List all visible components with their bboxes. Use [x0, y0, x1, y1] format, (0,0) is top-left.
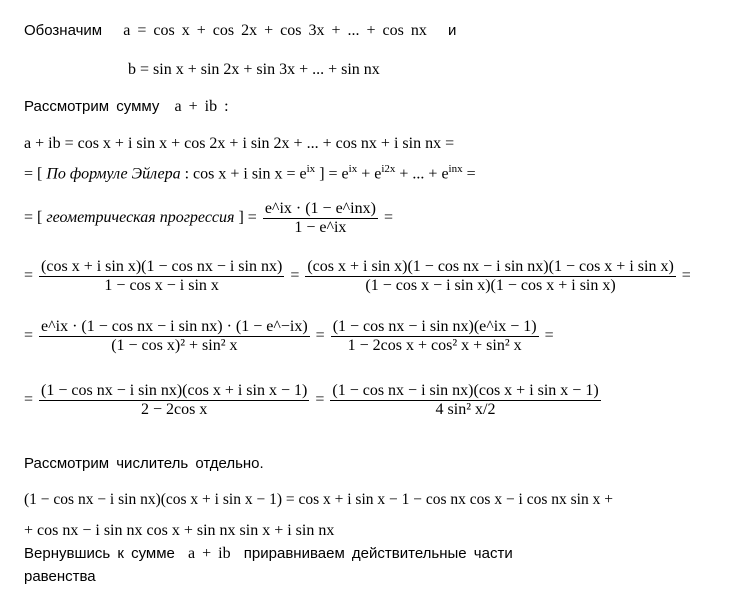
notation-and: и	[448, 22, 457, 39]
line-consider-sum	[24, 98, 229, 116]
euler-tail-sup: ix	[348, 163, 358, 175]
line-notation	[24, 22, 456, 40]
step1-b-denominator: (1 − cos x − i sin x)(1 − cos x + i sin x)	[365, 277, 616, 294]
returning-expr: a + ib	[188, 545, 231, 562]
step2-fraction-a	[39, 318, 310, 355]
formula-step-3: = $\frac{\text{(1 − cos nx − i sin nx)(cos x + i sin x − 1)}}{\text{2 − 2cos x}}$ = $\frac{\text{(1 − cos nx − i sin nx)(cos x + i sin x − 1)}}{\text{4 sin² x/2}}$	[24, 382, 599, 418]
step1-b-numerator: (cos x + i sin x)(1 − cos nx − i sin nx)(1 − cos x + i sin x)	[307, 258, 674, 275]
formula-euler	[24, 163, 476, 183]
step2-a-numerator: e^ix · (1 − cos nx − i sin nx) · (1 − e^−ix)	[41, 318, 308, 335]
euler-tail2-sup: i2x	[381, 163, 396, 175]
geo-fraction	[263, 200, 378, 237]
euler-tail2: + e	[361, 165, 382, 183]
geo-numerator: e^ix · (1 − e^inx)	[264, 200, 376, 217]
consider-lead: Рассмотрим сумму	[24, 98, 160, 115]
line-equalities: равенства	[24, 568, 96, 585]
step2-b-denominator: 1 − 2cos x + cos² x + sin² x	[347, 337, 522, 354]
step3-b-denominator: 4 sin² x/2	[435, 401, 496, 418]
euler-tail: ] = e	[319, 165, 349, 183]
geo-close: ] =	[238, 209, 257, 227]
euler-eq: : cos x + i sin x = e	[184, 165, 307, 183]
step3-fraction-a	[39, 382, 309, 419]
formula-numerator-expansion: (1 − cos nx − i sin nx)(cos x + i sin x − 1) = cos x + i sin x − 1 − cos nx cos x − i cos nx sin x +	[24, 491, 613, 508]
step3-b-numerator: (1 − cos nx − i sin nx)(cos x + i sin x − 1)	[332, 382, 599, 399]
notation-lead: Обозначим	[24, 22, 103, 39]
step2-fraction-b	[331, 318, 539, 355]
geo-denominator: 1 − e^ix	[294, 219, 347, 236]
step1-a-numerator: (cos x + i sin x)(1 − cos nx − i sin nx)	[41, 258, 283, 275]
euler-tail3: + ... + e	[399, 165, 449, 183]
formula-sum-expansion: a + ib = cos x + i sin x + cos 2x + i sin 2x + ... + cos nx + i sin nx =	[24, 135, 455, 152]
step2-a-denominator: (1 − cos x)² + sin² x	[111, 337, 238, 354]
formula-step-1: = $\frac{\text{(cos x + i sin x)(1 − cos nx − i sin nx)}}{\text{1 − cos x − i sin x}}$ = (cos x + i sin x)(1 − cos nx − i sin nx)(1 − cos x + i sin x) (1 − cos x − i sin x)(1 − cos x + i sin x) =	[24, 258, 691, 294]
step3-a-numerator: (1 − cos nx − i sin nx)(cos x + i sin x − 1)	[41, 382, 308, 399]
step1-fraction-a	[39, 258, 284, 295]
euler-sup: ix	[306, 163, 316, 175]
euler-lead: = [	[24, 165, 43, 183]
returning-lead: Вернувшись к сумме	[24, 545, 175, 562]
geo-lead: = [	[24, 209, 43, 227]
formula-a: a = cos x + cos 2x + cos 3x + ... + cos nx	[123, 22, 427, 39]
euler-end: =	[466, 165, 476, 183]
line-numerator-separately: Рассмотрим числитель отдельно.	[24, 455, 264, 472]
line-returning	[24, 545, 513, 563]
sum-expr: a + ib :	[174, 98, 229, 115]
returning-tail: приравниваем действительные части	[243, 545, 513, 562]
step3-a-denominator: 2 − 2cos x	[141, 401, 208, 418]
euler-tail3-sup: inx	[448, 163, 463, 175]
formula-geometric	[24, 200, 393, 237]
geo-end: =	[383, 209, 393, 227]
step1-fraction-b	[305, 258, 675, 295]
formula-numerator-continued: + cos nx − i sin nx cos x + sin nx sin x + i sin nx	[24, 522, 335, 539]
formula-step-2: = $\frac{\text{e\textasciicircum{}ix · (1 − cos nx − i sin nx) · (1 − e\textasciicircum{}−ix)}}{\text{(1 − cos x)² + sin² x}}$ = $\frac{\text{(1 − cos nx − i sin nx)(e\textasciicircum{}ix − 1)}}{\text{1 − 2cos x + cos² x + sin² x}}$ =	[24, 318, 554, 354]
step1-a-denominator: 1 − cos x − i sin x	[104, 277, 219, 294]
formula-b: b = sin x + sin 2x + sin 3x + ... + sin nx	[128, 61, 380, 78]
geo-note: геометрическая прогрессия	[46, 209, 235, 227]
step3-fraction-b	[330, 382, 600, 419]
euler-note: По формуле Эйлера	[46, 165, 181, 183]
step2-b-numerator: (1 − cos nx − i sin nx)(e^ix − 1)	[332, 318, 537, 335]
